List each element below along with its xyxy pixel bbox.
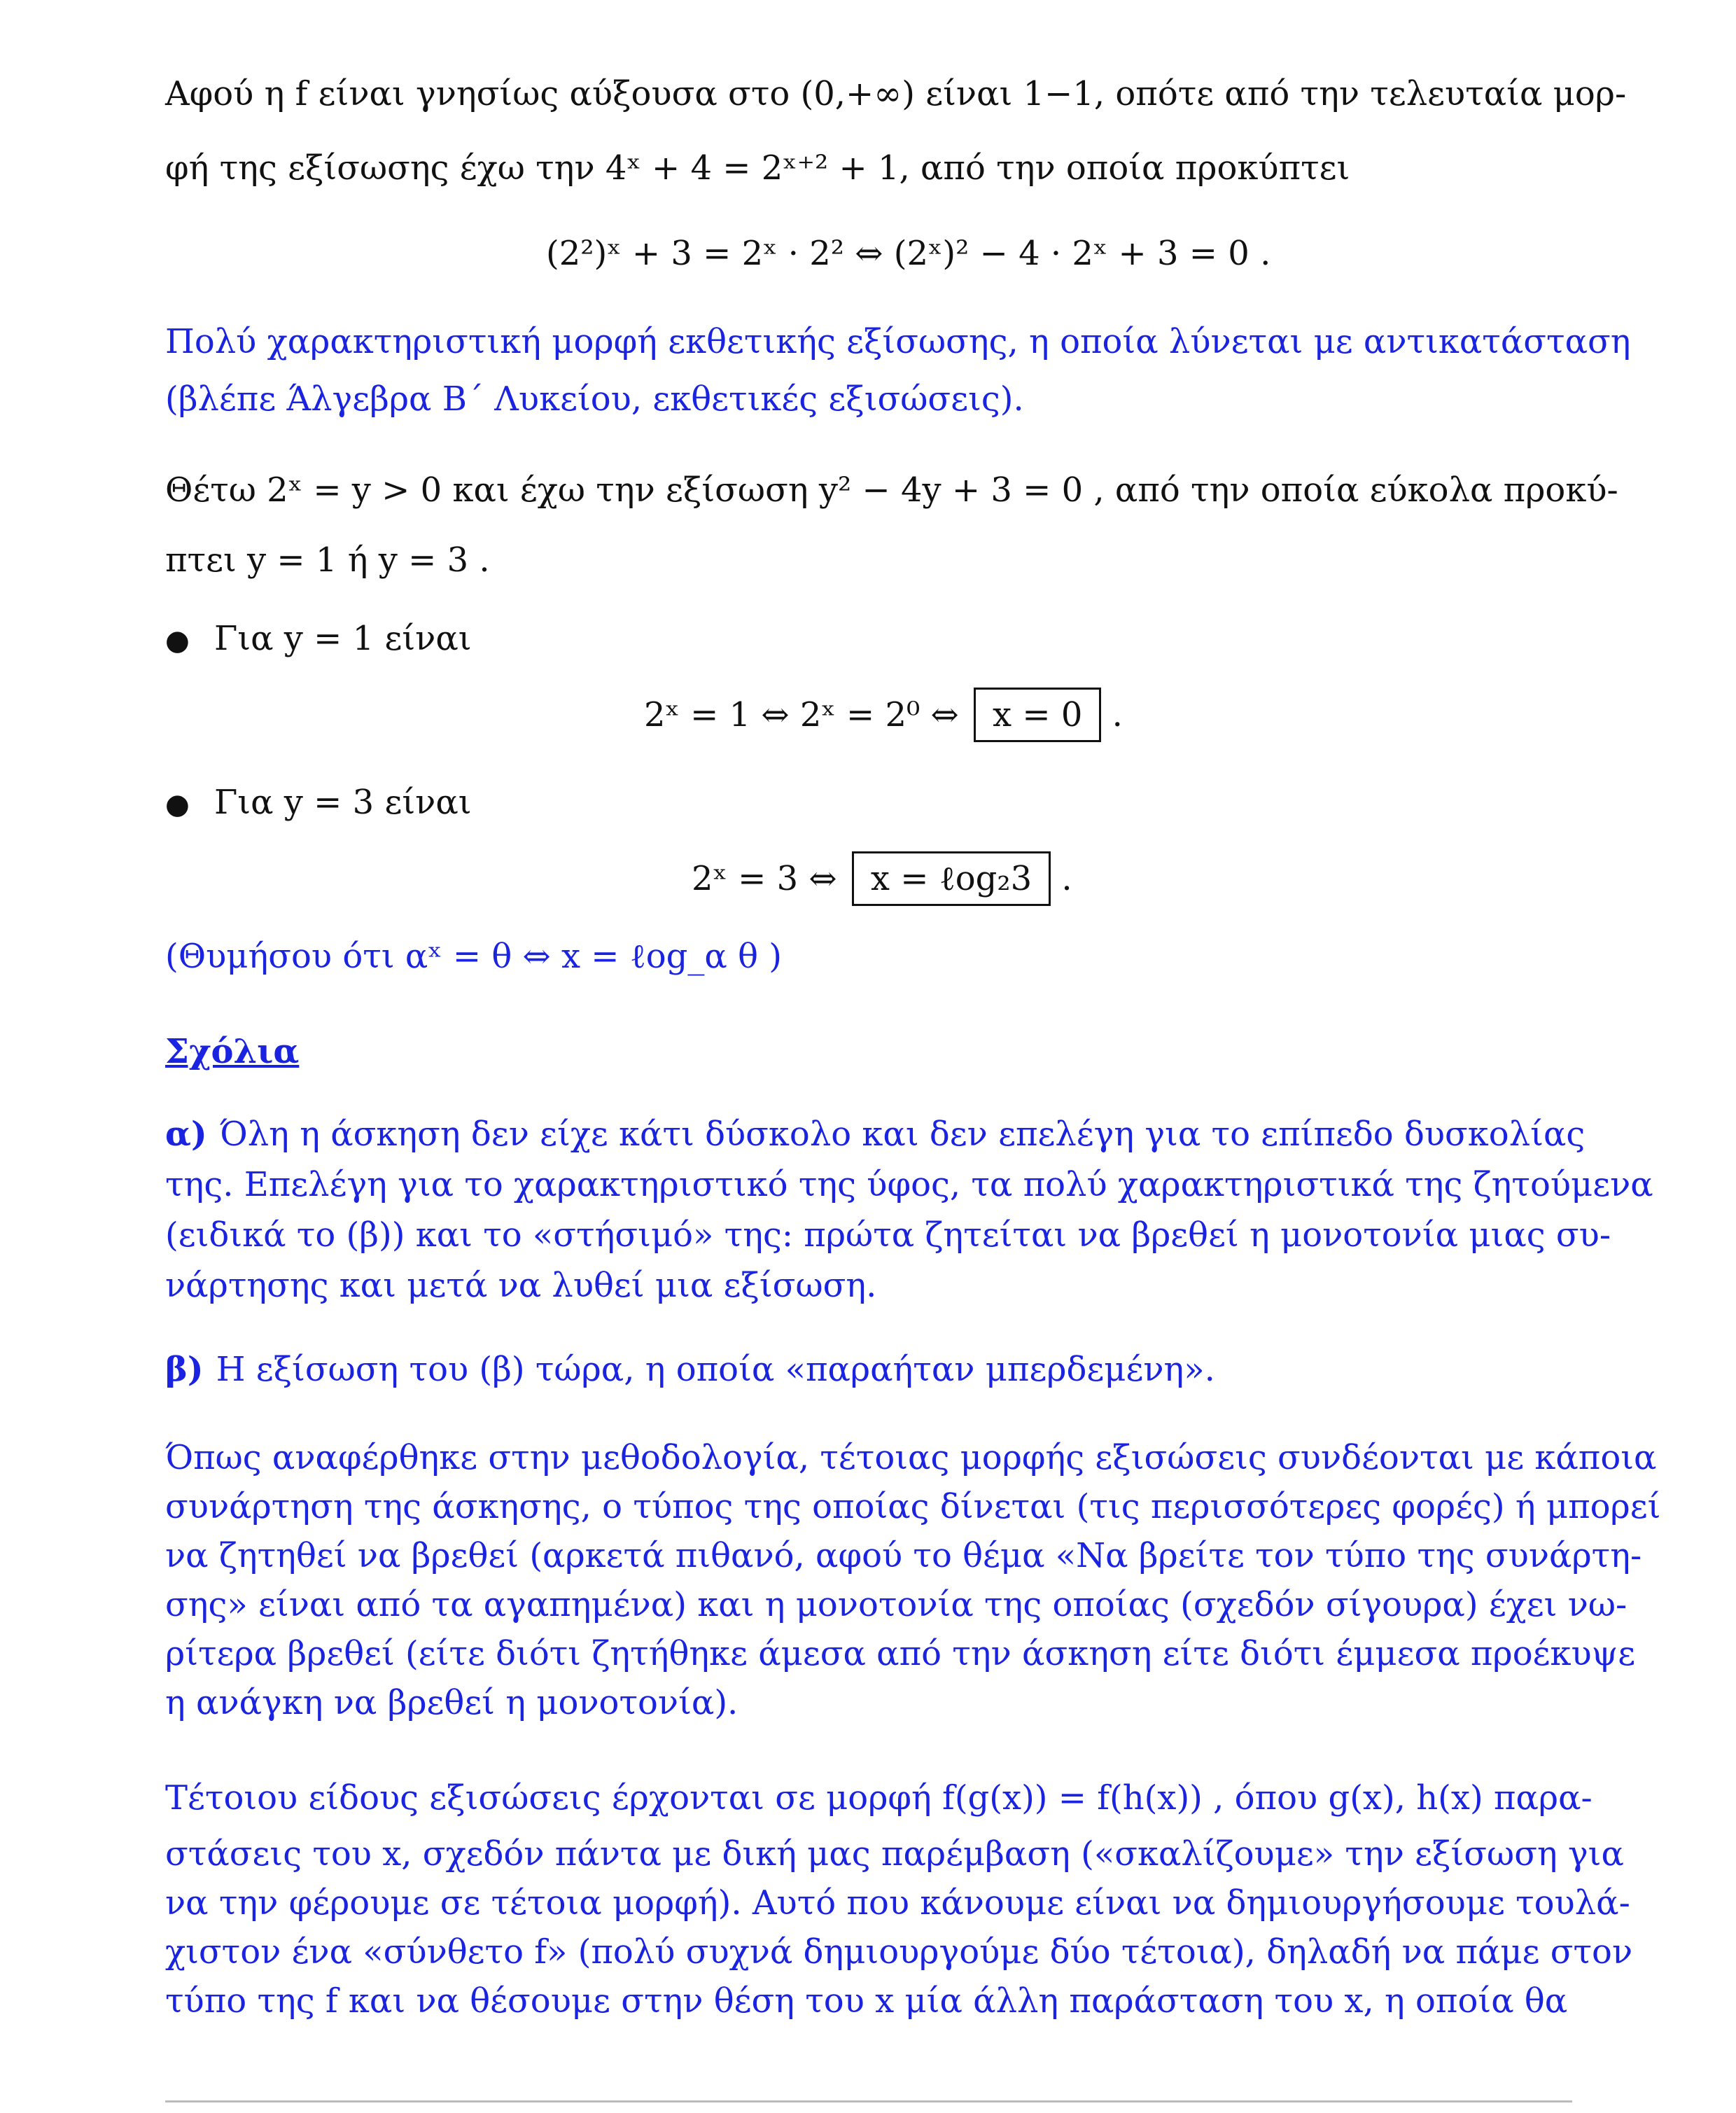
comment-a-line4: νάρτησης και μετά να λυθεί μια εξίσωση.	[165, 1266, 877, 1305]
case2-label: Για y = 3 είναι	[214, 783, 472, 822]
footer-divider	[165, 2100, 1572, 2102]
case1-end: .	[1112, 695, 1123, 734]
composite-para-line1: Τέτοιου είδους εξισώσεις έρχονται σε μορφή f(g(x)) = f(h(x)) , όπου g(x), h(x) παρα-	[165, 1778, 1592, 1818]
composite-para-line2: στάσεις του x, σχεδόν πάντα με δική μας παρέμβαση («σκαλίζουμε» την εξίσωση για	[165, 1834, 1624, 1874]
method-para-line2: συνάρτηση της άσκησης, ο τύπος της οποίας δίνεται (τις περισσότερες φορές) ή μπορεί	[165, 1487, 1661, 1526]
case2-boxed-result: x = ℓog₂3	[852, 851, 1051, 906]
comment-b-line	[165, 1344, 1215, 1395]
case2-end: .	[1061, 859, 1072, 898]
para2-line2: πτει y = 1 ή y = 3 .	[165, 541, 490, 580]
comment-a-line1	[165, 1109, 1585, 1159]
method-para-line5: ρίτερα βρεθεί (είτε διότι ζητήθηκε άμεσα από την άσκηση είτε διότι έμμεσα προέκυψε	[165, 1634, 1636, 1673]
comment-a-line2: της. Επελέγη για το χαρακτηριστικό της ύφος, τα πολύ χαρακτηριστικά της ζητούμενα	[165, 1165, 1653, 1204]
comment-b-text: Η εξίσωση του (β) τώρα, η οποία «παραήταν μπερδεμένη».	[216, 1350, 1215, 1389]
case2-eq: 2ˣ = 3 ⇔	[692, 859, 837, 898]
comment-a-line3: (ειδικά το (β)) και το «στήσιμό» της: πρώτα ζητείται να βρεθεί η μονοτονία μιας συ-	[165, 1215, 1611, 1255]
method-para-line4: σης» είναι από τα αγαπημένα) και η μονοτονία της οποίας (σχεδόν σίγουρα) έχει νω-	[165, 1585, 1628, 1624]
comments-heading: Σχόλια	[165, 1032, 300, 1071]
equation-case-1	[644, 688, 1123, 742]
para1-line1: Αφού η f είναι γνησίως αύξουσα στο (0,+∞) είναι 1−1, οπότε από την τελευταία μορ-	[165, 74, 1627, 113]
equation-case-2	[692, 851, 1072, 906]
method-para-line1: Όπως αναφέρθηκε στην μεθοδολογία, τέτοιας μορφής εξισώσεις συνδέονται με κάποια	[165, 1438, 1657, 1477]
comment-b-label: β)	[165, 1350, 204, 1389]
note1-line2: (βλέπε Άλγεβρα Β΄ Λυκείου, εκθετικές εξισώσεις).	[165, 379, 1024, 419]
case1-boxed-result: x = 0	[974, 688, 1101, 742]
method-para-line6: η ανάγκη να βρεθεί η μονοτονία).	[165, 1683, 738, 1722]
composite-para-line4: χιστον ένα «σύνθετο f» (πολύ συχνά δημιουργούμε δύο τέτοια), δηλαδή να πάμε στον	[165, 1932, 1633, 1972]
remember-note: (Θυμήσου ότι αˣ = θ ⇔ x = ℓog_α θ )	[165, 937, 782, 976]
comment-a-label: α)	[165, 1115, 207, 1154]
case1-label: Για y = 1 είναι	[214, 619, 472, 658]
note1-line1: Πολύ χαρακτηριστική μορφή εκθετικής εξίσωσης, η οποία λύνεται με αντικατάσταση	[165, 322, 1631, 361]
para2-line1: Θέτω 2ˣ = y > 0 και έχω την εξίσωση y² − 4y + 3 = 0 , από την οποία εύκολα προκύ-	[165, 470, 1618, 510]
bullet-case-1	[165, 613, 472, 664]
para1-line2: φή της εξίσωσης έχω την 4ˣ + 4 = 2ˣ⁺² + 1, από την οποία προκύπτει	[165, 148, 1350, 188]
method-para-line3: να ζητηθεί να βρεθεί (αρκετά πιθανό, αφού το θέμα «Να βρείτε τον τύπο της συνάρτη-	[165, 1536, 1642, 1575]
comment-a-text: Όλη η άσκηση δεν είχε κάτι δύσκολο και δεν επελέγη για το επίπεδο δυσκολίας	[219, 1115, 1586, 1154]
bullet-case-2	[165, 777, 472, 828]
equation-1: (2²)ˣ + 3 = 2ˣ · 2² ⇔ (2ˣ)² − 4 · 2ˣ + 3 = 0 .	[546, 234, 1271, 273]
composite-para-line5: τύπο της f και να θέσουμε στην θέση του x μία άλλη παράσταση του x, η οποία θα	[165, 1981, 1568, 2021]
bullet-icon: ●	[165, 788, 190, 821]
case1-eq: 2ˣ = 1 ⇔ 2ˣ = 2⁰ ⇔	[644, 695, 959, 734]
composite-para-line3: να την φέρουμε σε τέτοια μορφή). Αυτό που κάνουμε είναι να δημιουργήσουμε τουλά-	[165, 1883, 1630, 1923]
bullet-icon: ●	[165, 625, 190, 657]
